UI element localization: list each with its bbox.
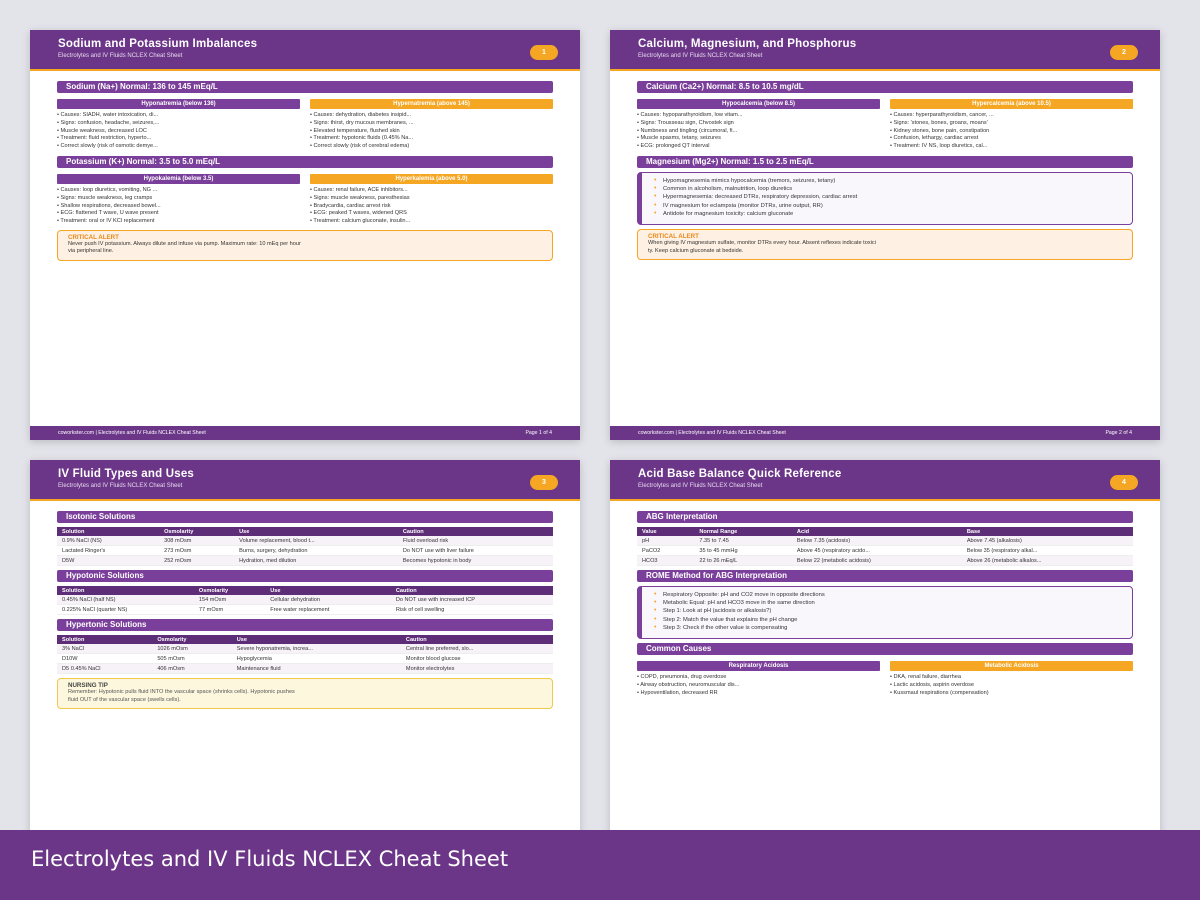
column-header: Caution (398, 527, 553, 536)
list-item: • Signs: confusion, headache, seizures,... (57, 119, 160, 126)
list-item: • Causes: loop diuretics, vomiting, NG ... (57, 186, 158, 193)
hypokalemia-column (57, 174, 300, 226)
table-row (57, 536, 553, 546)
page-subtitle: Electrolytes and IV Fluids NCLEX Cheat Sheet (58, 483, 183, 489)
list-item: • Hypomagnesemia mimics hypocalcemia (tremors, seizures, tetany) (654, 177, 1132, 185)
section-header-sodium: Sodium (Na+) Normal: 136 to 145 mEq/L (57, 81, 553, 93)
table-cell: 154 mOsm (194, 595, 265, 605)
critical-alert-box (57, 230, 553, 261)
column-header: Osmolarity (159, 527, 234, 536)
table-cell: Do NOT use with increased ICP (391, 595, 553, 605)
table-cell: Monitor blood glucose (401, 654, 553, 664)
table-row (57, 644, 553, 654)
column-header: Osmolarity (194, 586, 265, 595)
table-cell: 273 mOsm (159, 546, 234, 556)
table-row (57, 556, 553, 566)
list-item: • Metabolic Equal: pH and HCO3 move in the same direction (654, 599, 1132, 607)
page-3 (30, 460, 580, 840)
alert-text: via peripheral line. (68, 248, 114, 255)
table-cell: 0.45% NaCl (half NS) (57, 595, 194, 605)
magnesium-box (637, 172, 1133, 225)
list-item: • Common in alcoholism, malnutrition, loop diuretics (654, 185, 1132, 193)
table-row (57, 605, 553, 615)
table-cell: Monitor electrolytes (401, 664, 553, 674)
list-item: • Treatment: fluid restriction, hyperto... (57, 135, 152, 142)
page-2 (610, 30, 1160, 440)
page-1 (30, 30, 580, 440)
page-footer (30, 426, 580, 440)
table-cell: Free water replacement (265, 605, 391, 615)
table-cell: Risk of cell swelling (391, 605, 553, 615)
table-cell: Becomes hypotonic in body (398, 556, 553, 566)
list-item: • Signs: thirst, dry mucous membranes, ... (310, 119, 414, 126)
column-header: Hypernatremia (above 145) (310, 99, 553, 109)
list-item: • Step 3: Check if the other value is compensating (654, 624, 1132, 632)
table-cell: 406 mOsm (152, 664, 231, 674)
section-header-magnesium: Magnesium (Mg2+) Normal: 1.5 to 2.5 mEq/L (637, 156, 1133, 168)
page-subtitle: Electrolytes and IV Fluids NCLEX Cheat Sheet (638, 53, 763, 59)
page-number-badge: 3 (530, 475, 558, 490)
table-cell: 1026 mOsm (152, 644, 231, 654)
table-cell: Maintenance fluid (232, 664, 401, 674)
column-header: Solution (57, 527, 159, 536)
alert-text: Never push IV potassium. Always dilute and infuse via pump. Maximum rate: 10 mEq per hour (68, 240, 301, 247)
table-cell: pH (637, 536, 694, 546)
table-cell: Below 7.35 (acidosis) (792, 536, 962, 546)
table-row (57, 595, 553, 605)
list-item: • Treatment: IV NS, loop diuretics, cal... (890, 143, 988, 150)
page-header (30, 460, 580, 501)
section-header-hypertonic: Hypertonic Solutions (57, 619, 553, 631)
list-item: • Bradycardia, cardiac arrest risk (310, 202, 391, 209)
table-cell: 0.9% NaCl (NS) (57, 536, 159, 546)
footer-source: coworkster.com | Electrolytes and IV Fluids NCLEX Cheat Sheet (638, 430, 786, 436)
alert-title: CRITICAL ALERT (648, 233, 699, 240)
table-cell: Above 26 (metabolic alkalos... (962, 556, 1133, 566)
table-cell: Central line preferred, slo... (401, 644, 553, 654)
column-header: Solution (57, 586, 194, 595)
page-header (610, 30, 1160, 71)
list-item: • Step 2: Match the value that explains the pH change (654, 616, 1132, 624)
table-cell: 505 mOsm (152, 654, 231, 664)
list-item: • Treatment: calcium gluconate, insulin... (310, 218, 411, 225)
column-header: Use (234, 527, 398, 536)
page-number-badge: 1 (530, 45, 558, 60)
list-item: • Kidney stones, bone pain, constipation (890, 127, 990, 134)
hyponatremia-column (57, 99, 300, 151)
list-item: • IV magnesium for eclampsia (monitor DTRs, urine output, RR) (654, 202, 1132, 210)
bottom-banner: Electrolytes and IV Fluids NCLEX Cheat Sheet (0, 830, 1200, 900)
column-header: Caution (401, 635, 553, 644)
table-cell: Severe hyponatremia, increa... (232, 644, 401, 654)
list-item: • Causes: hyperparathyroidism, cancer, ... (890, 112, 994, 118)
page-4 (610, 460, 1160, 840)
section-header-potassium: Potassium (K+) Normal: 3.5 to 5.0 mEq/L (57, 156, 553, 168)
tip-text: fluid OUT of the vascular space (swells cells). (68, 696, 181, 703)
table-cell: 3% NaCl (57, 644, 152, 654)
list-item: • Treatment: oral or IV KCl replacement (57, 218, 155, 225)
respiratory-acidosis-column (637, 661, 880, 697)
page-header (610, 460, 1160, 501)
table-cell: Do NOT use with liver failure (398, 546, 553, 556)
hyperkalemia-column (310, 174, 553, 226)
list-item: • ECG: peaked T waves, widened QRS (310, 210, 407, 217)
list-item: • Causes: dehydration, diabetes insipid... (310, 112, 412, 118)
page-subtitle: Electrolytes and IV Fluids NCLEX Cheat Sheet (638, 483, 763, 489)
table-cell: Burns, surgery, dehydration (234, 546, 398, 556)
list-item: • COPD, pneumonia, drug overdose (637, 674, 727, 681)
table-cell: Below 22 (metabolic acidosis) (792, 556, 962, 566)
table-cell: PaCO2 (637, 546, 694, 556)
column-header: Use (265, 586, 391, 595)
list-item: • Step 1: Look at pH (acidosis or alkalosis?) (654, 607, 1132, 615)
rome-box (637, 586, 1133, 639)
column-header: Use (232, 635, 401, 644)
metabolic-acidosis-column (890, 661, 1133, 697)
list-item: • Kussmaul respirations (compensation) (890, 689, 989, 696)
tip-title: NURSING TIP (68, 682, 108, 689)
footer-page-count: Page 1 of 4 (525, 430, 552, 436)
column-header: Value (637, 527, 694, 536)
table-cell: HCO3 (637, 556, 694, 566)
table-cell: Hydration, med dilution (234, 556, 398, 566)
column-header: Normal Range (694, 527, 792, 536)
column-header: Metabolic Acidosis (890, 661, 1133, 671)
column-header: Respiratory Acidosis (637, 661, 880, 671)
table-row (637, 546, 1133, 556)
list-item: • Hypermagnesemia: decreased DTRs, respiratory depression, cardiac arrest (654, 193, 1132, 201)
list-item: • Elevated temperature, flushed skin (310, 127, 400, 134)
hypernatremia-column (310, 99, 553, 151)
page-title: Calcium, Magnesium, and Phosphorus (638, 38, 857, 50)
table-cell: Hypoglycemia (232, 654, 401, 664)
list-item: • Hypoventilation, decreased RR (637, 689, 718, 696)
page-number-badge: 4 (1110, 475, 1138, 490)
critical-alert-box (637, 229, 1133, 260)
table-cell: D5W (57, 556, 159, 566)
page-title: Acid Base Balance Quick Reference (638, 468, 842, 480)
list-item: • Muscle weakness, decreased LOC (57, 127, 147, 134)
section-header-hypotonic: Hypotonic Solutions (57, 570, 553, 582)
list-item: • Signs: Trousseau sign, Chvostek sign (637, 119, 734, 126)
hypocalcemia-column (637, 99, 880, 151)
table-row (57, 664, 553, 674)
page-title: IV Fluid Types and Uses (58, 468, 195, 480)
list-item: • Confusion, lethargy, cardiac arrest (890, 135, 979, 142)
list-item: • Correct slowly (risk of osmotic demye... (57, 143, 158, 150)
table-cell: 0.225% NaCl (quarter NS) (57, 605, 194, 615)
table-cell: 35 to 45 mmHg (694, 546, 792, 556)
column-header: Hypercalcemia (above 10.5) (890, 99, 1133, 109)
list-item: • ECG: prolonged QT interval (637, 143, 710, 150)
page-number-badge: 2 (1110, 45, 1138, 60)
list-item: • Treatment: hypotonic fluids (0.45% Na... (310, 135, 414, 142)
isotonic-table (57, 527, 553, 566)
column-header: Base (962, 527, 1133, 536)
list-item: • Lactic acidosis, aspirin overdose (890, 681, 975, 688)
section-header-rome: ROME Method for ABG Interpretation (637, 570, 1133, 582)
table-cell: Above 45 (respiratory acido... (792, 546, 962, 556)
alert-title: CRITICAL ALERT (68, 233, 119, 241)
list-item: • Airway obstruction, neuromuscular dis... (637, 681, 740, 688)
table-row (637, 556, 1133, 566)
page-footer (610, 426, 1160, 440)
list-item: • Respiratory Opposite: pH and CO2 move in opposite directions (654, 591, 1132, 599)
column-header: Hypokalemia (below 3.5) (57, 174, 300, 184)
table-row (57, 654, 553, 664)
table-cell: 252 mOsm (159, 556, 234, 566)
column-header: Acid (792, 527, 962, 536)
table-row (637, 536, 1133, 546)
footer-source: coworkster.com | Electrolytes and IV Fluids NCLEX Cheat Sheet (58, 430, 206, 436)
table-row (57, 546, 553, 556)
table-cell: Volume replacement, blood t... (234, 536, 398, 546)
hypertonic-table (57, 635, 553, 674)
footer-page-count: Page 2 of 4 (1105, 430, 1132, 436)
column-header: Hypocalcemia (below 8.5) (637, 99, 880, 109)
page-title: Sodium and Potassium Imbalances (58, 38, 258, 50)
list-item: • Signs: muscle weakness, leg cramps (57, 194, 153, 201)
list-item: • Muscle spasms, tetany, seizures (637, 135, 721, 142)
table-cell: Lactated Ringer's (57, 546, 159, 556)
table-cell: Cellular dehydration (265, 595, 391, 605)
table-cell: 77 mOsm (194, 605, 265, 615)
list-item: • Correct slowly (risk of cerebral edema) (310, 143, 410, 150)
column-header: Hyperkalemia (above 5.0) (310, 174, 553, 184)
table-cell: 7.35 to 7.45 (694, 536, 792, 546)
list-item: • Causes: renal failure, ACE inhibitors... (310, 186, 408, 193)
hypercalcemia-column (890, 99, 1133, 151)
table-cell: 308 mOsm (159, 536, 234, 546)
section-header-isotonic: Isotonic Solutions (57, 511, 553, 523)
list-item: • Antidote for magnesium toxicity: calcium gluconate (654, 210, 1132, 218)
table-cell: 22 to 26 mEq/L (694, 556, 792, 566)
alert-text: ty. Keep calcium gluconate at bedside. (648, 247, 744, 254)
column-header: Solution (57, 635, 152, 644)
table-cell: Above 7.45 (alkalosis) (962, 536, 1133, 546)
section-header-calcium: Calcium (Ca2+) Normal: 8.5 to 10.5 mg/dL (637, 81, 1133, 93)
list-item: • ECG: flattened T wave, U wave present (57, 210, 159, 217)
table-cell: D5 0.45% NaCl (57, 664, 152, 674)
list-item: • Numbness and tingling (circumoral, fi... (637, 127, 738, 134)
section-header-abg: ABG Interpretation (637, 511, 1133, 523)
list-item: • DKA, renal failure, diarrhea (890, 674, 961, 681)
alert-text: When giving IV magnesium sulfate, monitor DTRs every hour. Absent reflexes indicate toxici (648, 240, 876, 246)
list-item: • Signs: 'stones, bones, groans, moans' (890, 119, 988, 126)
list-item: • Shallow respirations, decreased bowel... (57, 202, 161, 209)
column-header: Osmolarity (152, 635, 231, 644)
list-item: • Causes: hypoparathyroidism, low vitam... (637, 112, 743, 118)
tip-text: Remember: Hypotonic pulls fluid INTO the vascular space (shrinks cells). Hypotonic pushes (68, 689, 295, 695)
table-cell: D10W (57, 654, 152, 664)
column-header: Hyponatremia (below 136) (57, 99, 300, 109)
page-header (30, 30, 580, 71)
list-item: • Causes: SIADH, water intoxication, di... (57, 112, 159, 118)
table-cell: Below 35 (respiratory alkal... (962, 546, 1133, 556)
table-cell: Fluid overload risk (398, 536, 553, 546)
hypotonic-table (57, 586, 553, 615)
abg-table (637, 527, 1133, 566)
list-item: • Signs: muscle weakness, paresthesias (310, 194, 410, 201)
column-header: Caution (391, 586, 553, 595)
section-header-common-causes: Common Causes (637, 643, 1133, 655)
nursing-tip-box (57, 678, 553, 709)
page-subtitle: Electrolytes and IV Fluids NCLEX Cheat Sheet (58, 53, 183, 59)
